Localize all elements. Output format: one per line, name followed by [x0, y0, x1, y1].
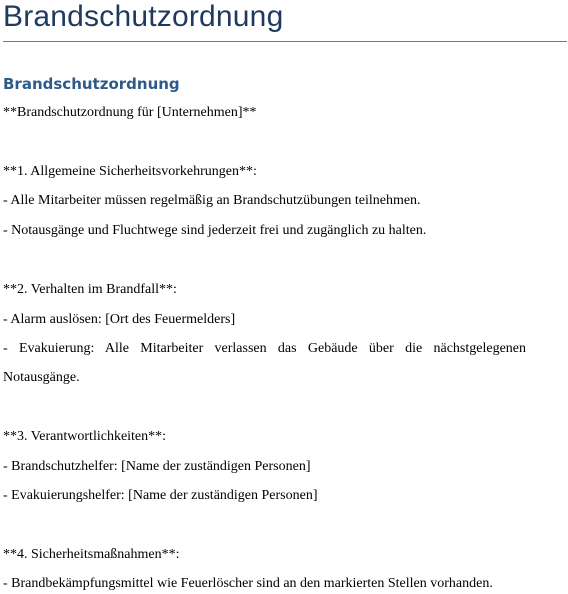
section-3-item-2: - Evakuierungshelfer: [Name der zuständigen Personen] — [3, 488, 318, 503]
section-heading: Brandschutzordnung — [3, 75, 180, 93]
section-3-heading: **3. Verantwortlichkeiten**: — [3, 429, 167, 444]
section-2-item-2-continued: Notausgänge. — [3, 370, 80, 385]
section-3-item-1: - Brandschutzhelfer: [Name der zuständigen Personen] — [3, 459, 311, 474]
section-2-heading: **2. Verhalten im Brandfall**: — [3, 282, 177, 297]
section-4-item-1: - Brandbekämpfungsmittel wie Feuerlöscher sind an den markierten Stellen vorhanden. — [3, 576, 493, 591]
section-1-heading: **1. Allgemeine Sicherheitsvorkehrungen**: — [3, 164, 257, 179]
section-1-item-2: - Notausgänge und Fluchtwege sind jederzeit frei und zugänglich zu halten. — [3, 223, 427, 238]
section-1-item-1: - Alle Mitarbeiter müssen regelmäßig an Brandschutzübungen teilnehmen. — [3, 193, 421, 208]
section-2-item-1: - Alarm auslösen: [Ort des Feuermelders] — [3, 312, 236, 327]
section-2-item-2: - Evakuierung: Alle Mitarbeiter verlassen das Gebäude über die nächstgelegenen — [3, 341, 526, 356]
document-title: Brandschutzordnung — [3, 0, 284, 33]
section-4-heading: **4. Sicherheitsmaßnahmen**: — [3, 547, 180, 562]
company-title-line: **Brandschutzordnung für [Unternehmen]** — [3, 105, 257, 120]
title-underline — [3, 41, 567, 42]
